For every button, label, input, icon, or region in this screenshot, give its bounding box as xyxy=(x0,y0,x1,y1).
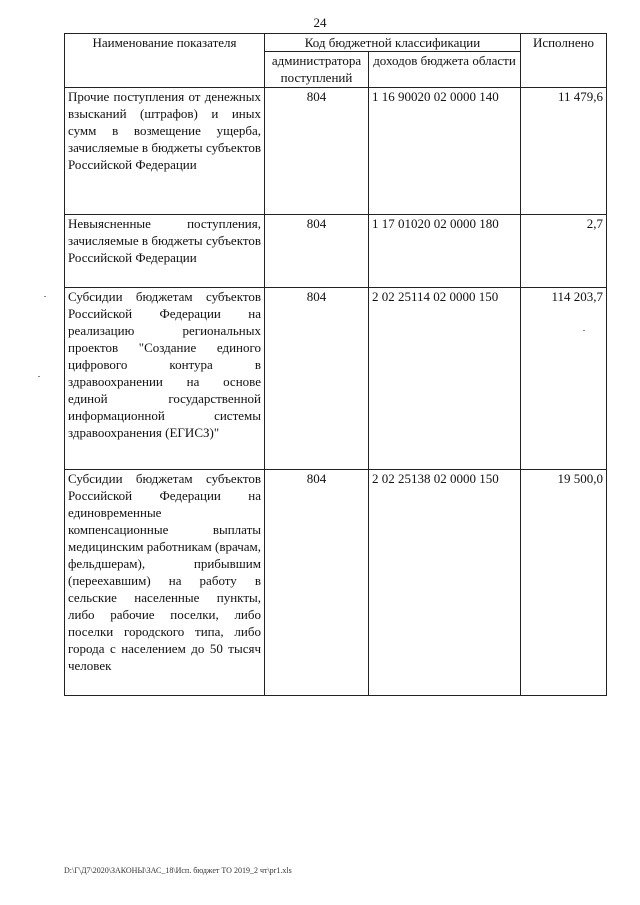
header-administrator: администратора поступлений xyxy=(265,52,369,88)
row-admin-code: 804 xyxy=(265,470,369,696)
table-row xyxy=(65,470,607,696)
row-admin-code: 804 xyxy=(265,215,369,288)
row-name: Невыясненные поступления, зачисляемые в бюджеты субъектов Российской Федерации xyxy=(65,215,265,288)
row-revenue-code: 2 02 25114 02 0000 150 xyxy=(369,288,521,470)
scan-speck xyxy=(44,296,46,297)
row-name: Субсидии бюджетам субъектов Российской Федерации на единовременные компенсационные выплаты медицинским работникам (врачам, фельдшерам), прибывшим (переехавшим) на работу в сельские населенные пункты, либо рабочие поселки, либо поселки городского типа, либо города с населением до 50 тысяч человек xyxy=(65,470,265,696)
row-revenue-code: 1 16 90020 02 0000 140 xyxy=(369,88,521,215)
row-name: Субсидии бюджетам субъектов Российской Федерации на реализацию региональных проектов "Создание единого цифрового контура в здравоохранении на основе единой государственной информационной системы здравоохранения (ЕГИСЗ)" xyxy=(65,288,265,470)
header-revenue: доходов бюджета области xyxy=(369,52,521,88)
table-header xyxy=(65,34,607,88)
header-executed: Исполнено xyxy=(521,34,607,88)
row-amount: 114 203,7 xyxy=(521,288,607,470)
budget-table xyxy=(64,33,607,696)
row-name: Прочие поступления от денежных взысканий (штрафов) и иных сумм в возмещение ущерба, зачисляемые в бюджеты субъектов Российской Федерации xyxy=(65,88,265,215)
row-admin-code: 804 xyxy=(265,88,369,215)
row-amount: 11 479,6 xyxy=(521,88,607,215)
row-revenue-code: 2 02 25138 02 0000 150 xyxy=(369,470,521,696)
table-row xyxy=(65,88,607,215)
footer-file-path: D:\Г\Д7\2020\ЗАКОНЫ\ЗАС_18\Исп. бюджет ТО 2019_2 чт\pr1.xls xyxy=(64,866,292,875)
header-name: Наименование показателя xyxy=(65,34,265,88)
header-code-group: Код бюджетной классификации xyxy=(265,34,521,52)
scan-speck xyxy=(583,330,585,331)
row-revenue-code: 1 17 01020 02 0000 180 xyxy=(369,215,521,288)
row-amount: 2,7 xyxy=(521,215,607,288)
page-number: 24 xyxy=(313,15,327,30)
row-amount: 19 500,0 xyxy=(521,470,607,696)
row-admin-code: 804 xyxy=(265,288,369,470)
scan-speck xyxy=(38,376,40,377)
table-row xyxy=(65,215,607,288)
table-row xyxy=(65,288,607,470)
